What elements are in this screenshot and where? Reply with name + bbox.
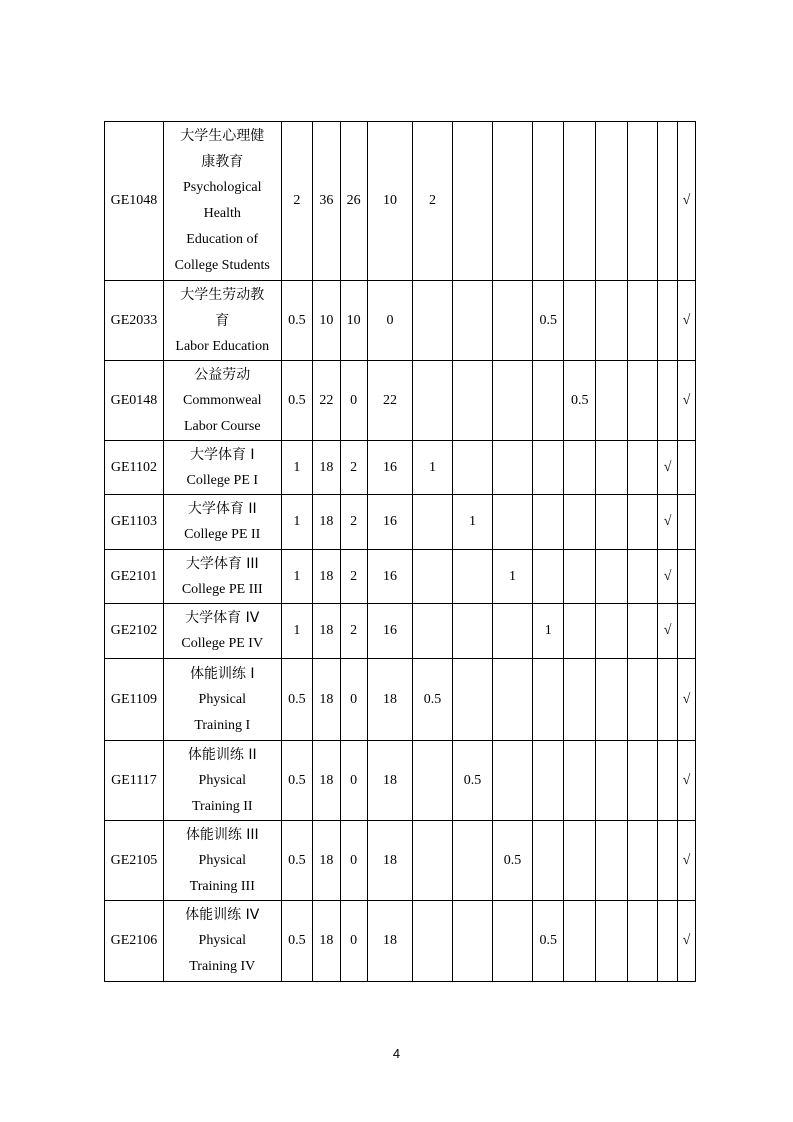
- check-mark-cell: √: [658, 495, 678, 550]
- table-cell: 2: [413, 122, 453, 281]
- course-code: GE1048: [105, 122, 164, 281]
- table-cell: 16: [367, 495, 412, 550]
- table-cell: [413, 550, 453, 604]
- table-cell: [627, 281, 657, 361]
- table-cell: 0: [340, 659, 367, 741]
- table-cell: 22: [367, 361, 412, 441]
- course-name-zh: 公益劳动: [194, 366, 251, 383]
- course-name: [163, 741, 281, 821]
- table-cell: [453, 281, 493, 361]
- check-mark-cell: [658, 361, 678, 441]
- check-mark-cell: [678, 495, 696, 550]
- table-cell: [413, 741, 453, 821]
- table-cell: 0: [340, 741, 367, 821]
- table-cell: [453, 550, 493, 604]
- check-mark-cell: [678, 604, 696, 659]
- table-cell: 18: [367, 901, 412, 982]
- table-cell: 0.5: [532, 281, 564, 361]
- table-cell: 10: [340, 281, 367, 361]
- table-cell: [492, 901, 532, 982]
- course-code: GE1117: [105, 741, 164, 821]
- table-cell: [453, 821, 493, 901]
- table-cell: 10: [313, 281, 340, 361]
- table-cell: [627, 361, 657, 441]
- table-cell: [596, 659, 628, 741]
- table-row: [105, 901, 696, 982]
- check-mark-cell: [658, 901, 678, 982]
- table-cell: [492, 281, 532, 361]
- course-name-en: Training III: [189, 878, 255, 894]
- course-name: [163, 659, 281, 741]
- table-cell: 0.5: [413, 659, 453, 741]
- table-cell: [564, 122, 596, 281]
- table-cell: [564, 901, 596, 982]
- table-row: [105, 441, 696, 495]
- table-cell: [413, 281, 453, 361]
- table-cell: 10: [367, 122, 412, 281]
- course-name-zh: 大学体育 II: [187, 501, 257, 517]
- course-name-en: Physical: [198, 933, 246, 948]
- course-name: [163, 821, 281, 901]
- table-cell: 0: [367, 281, 412, 361]
- table-cell: 0: [340, 821, 367, 901]
- table-cell: [596, 604, 628, 659]
- table-cell: [413, 361, 453, 441]
- course-name-zh: 大学体育 I: [189, 446, 255, 463]
- table-cell: 26: [340, 122, 367, 281]
- table-cell: 2: [340, 495, 367, 550]
- table-cell: [564, 604, 596, 659]
- table-cell: [564, 659, 596, 741]
- table-cell: 0.5: [532, 901, 564, 982]
- table-cell: 18: [313, 550, 340, 604]
- course-name-en: Education of: [186, 232, 259, 247]
- course-code: GE2033: [105, 281, 164, 361]
- table-row: [105, 741, 696, 821]
- table-row: [105, 495, 696, 550]
- table-cell: 18: [313, 741, 340, 821]
- course-name-zh: 体能训练 III: [185, 826, 259, 843]
- table-row: [105, 122, 696, 281]
- check-mark-cell: √: [678, 122, 696, 281]
- table-cell: 2: [340, 441, 367, 495]
- course-code: GE2102: [105, 604, 164, 659]
- course-name: [163, 281, 281, 361]
- course-name-zh: 大学生劳动教: [180, 286, 265, 303]
- table-cell: 0.5: [281, 659, 313, 741]
- table-cell: [413, 604, 453, 659]
- table-cell: [564, 550, 596, 604]
- course-name-zh-cont: 康教育: [201, 154, 244, 170]
- course-code: GE0148: [105, 361, 164, 441]
- table-cell: 18: [313, 901, 340, 982]
- table-cell: [532, 821, 564, 901]
- course-name-en: Psychological: [182, 180, 262, 195]
- table-cell: 1: [532, 604, 564, 659]
- table-cell: [492, 122, 532, 281]
- table-cell: [532, 122, 564, 281]
- table-cell: [532, 441, 564, 495]
- check-mark-cell: √: [678, 901, 696, 982]
- table-cell: 1: [492, 550, 532, 604]
- table-row: [105, 659, 696, 741]
- table-cell: [413, 821, 453, 901]
- table-cell: [564, 821, 596, 901]
- table-cell: [596, 441, 628, 495]
- course-name: [163, 604, 281, 659]
- table-cell: [627, 550, 657, 604]
- table-cell: [532, 741, 564, 821]
- course-name-en: Physical: [198, 852, 246, 868]
- course-name: [163, 495, 281, 550]
- table-cell: 2: [340, 604, 367, 659]
- course-name-en: College PE II: [184, 527, 261, 542]
- table-cell: [627, 659, 657, 741]
- table-cell: [453, 901, 493, 982]
- course-name-zh-cont: 育: [215, 312, 230, 329]
- table-row: [105, 281, 696, 361]
- table-cell: [627, 604, 657, 659]
- table-cell: 1: [281, 604, 313, 659]
- table-cell: 18: [313, 495, 340, 550]
- course-name-zh: 大学体育 III: [185, 555, 259, 572]
- course-name-en: Training I: [194, 717, 251, 733]
- course-name-zh: 体能训练 I: [189, 665, 255, 682]
- course-name: [163, 550, 281, 604]
- table-cell: [596, 550, 628, 604]
- course-name-en: Training II: [191, 798, 253, 814]
- course-name-en: College PE I: [186, 472, 259, 488]
- course-code: GE2101: [105, 550, 164, 604]
- course-name-en: College Students: [174, 258, 270, 273]
- check-mark-cell: √: [658, 604, 678, 659]
- table-cell: [627, 741, 657, 821]
- table-cell: [413, 495, 453, 550]
- table-cell: 36: [313, 122, 340, 281]
- table-cell: [492, 604, 532, 659]
- table-cell: 18: [367, 741, 412, 821]
- table-cell: 2: [340, 550, 367, 604]
- check-mark-cell: √: [658, 550, 678, 604]
- table-cell: 0.5: [281, 821, 313, 901]
- course-name-en: Health: [203, 206, 241, 221]
- check-mark-cell: √: [678, 741, 696, 821]
- table-cell: 16: [367, 604, 412, 659]
- table-cell: 0.5: [492, 821, 532, 901]
- table-cell: [532, 550, 564, 604]
- table-cell: 18: [313, 604, 340, 659]
- course-name: [163, 122, 281, 281]
- course-name-en: Labor Course: [183, 418, 261, 434]
- course-table: [104, 121, 696, 982]
- table-row: [105, 550, 696, 604]
- table-cell: 1: [453, 495, 493, 550]
- table-cell: [492, 659, 532, 741]
- table-cell: 0: [340, 901, 367, 982]
- table-cell: [564, 441, 596, 495]
- check-mark-cell: [658, 659, 678, 741]
- table-cell: 1: [281, 441, 313, 495]
- table-cell: [627, 495, 657, 550]
- table-cell: [596, 901, 628, 982]
- table-cell: [627, 821, 657, 901]
- course-name-zh: 体能训练 IV: [185, 907, 260, 923]
- table-cell: [492, 361, 532, 441]
- table-cell: 0.5: [281, 901, 313, 982]
- table-cell: 22: [313, 361, 340, 441]
- course-name-zh: 大学体育 IV: [185, 610, 260, 626]
- table-cell: [627, 122, 657, 281]
- course-name: [163, 361, 281, 441]
- table-cell: 18: [367, 659, 412, 741]
- table-cell: [596, 122, 628, 281]
- table-cell: 0.5: [453, 741, 493, 821]
- table-row: [105, 361, 696, 441]
- table-cell: [532, 495, 564, 550]
- course-name-en: College PE IV: [181, 636, 264, 651]
- check-mark-cell: √: [658, 441, 678, 495]
- table-row: [105, 604, 696, 659]
- table-cell: [453, 659, 493, 741]
- course-name-en: Physical: [198, 772, 246, 788]
- course-code: GE1103: [105, 495, 164, 550]
- table-cell: [453, 604, 493, 659]
- course-name-en: Labor Education: [175, 338, 270, 354]
- table-cell: 0: [340, 361, 367, 441]
- table-cell: [453, 361, 493, 441]
- table-cell: [564, 281, 596, 361]
- course-name: [163, 901, 281, 982]
- table-cell: 18: [367, 821, 412, 901]
- table-cell: 1: [281, 550, 313, 604]
- table-cell: [627, 441, 657, 495]
- table-cell: 2: [281, 122, 313, 281]
- check-mark-cell: [678, 441, 696, 495]
- table-cell: [564, 495, 596, 550]
- table-cell: [596, 741, 628, 821]
- table-body: [105, 122, 696, 982]
- table-cell: [596, 281, 628, 361]
- check-mark-cell: [658, 281, 678, 361]
- course-name-zh: 体能训练 II: [187, 746, 257, 763]
- check-mark-cell: √: [678, 659, 696, 741]
- course-name-en: Training IV: [189, 959, 256, 974]
- table-cell: 0.5: [281, 281, 313, 361]
- table-cell: [532, 361, 564, 441]
- table-cell: 18: [313, 441, 340, 495]
- course-name-zh: 大学生心理健: [180, 128, 265, 144]
- course-code: GE1109: [105, 659, 164, 741]
- check-mark-cell: [658, 741, 678, 821]
- table-cell: 1: [281, 495, 313, 550]
- table-cell: [532, 659, 564, 741]
- table-cell: 0.5: [281, 361, 313, 441]
- table-cell: [492, 495, 532, 550]
- course-name-en: College PE III: [181, 581, 263, 597]
- table-row: [105, 821, 696, 901]
- table-cell: [492, 441, 532, 495]
- table-cell: 18: [313, 821, 340, 901]
- course-code: GE2106: [105, 901, 164, 982]
- course-name: [163, 441, 281, 495]
- check-mark-cell: [658, 821, 678, 901]
- table-cell: 0.5: [281, 741, 313, 821]
- table-cell: 0.5: [564, 361, 596, 441]
- table-cell: 1: [413, 441, 453, 495]
- page-number: 4: [392, 1046, 401, 1061]
- table-cell: [627, 901, 657, 982]
- table-cell: [596, 495, 628, 550]
- course-name-en: Commonweal: [182, 392, 262, 408]
- check-mark-cell: √: [678, 821, 696, 901]
- course-code: GE1102: [105, 441, 164, 495]
- table-cell: [596, 361, 628, 441]
- check-mark-cell: [658, 122, 678, 281]
- course-name-en: Physical: [198, 691, 246, 707]
- check-mark-cell: √: [678, 281, 696, 361]
- check-mark-cell: [678, 550, 696, 604]
- check-mark-cell: √: [678, 361, 696, 441]
- table-cell: 18: [313, 659, 340, 741]
- course-code: GE2105: [105, 821, 164, 901]
- table-cell: [413, 901, 453, 982]
- table-cell: [453, 441, 493, 495]
- table-cell: 16: [367, 441, 412, 495]
- table-cell: 16: [367, 550, 412, 604]
- table-cell: [453, 122, 493, 281]
- table-cell: [564, 741, 596, 821]
- table-cell: [596, 821, 628, 901]
- table-cell: [492, 741, 532, 821]
